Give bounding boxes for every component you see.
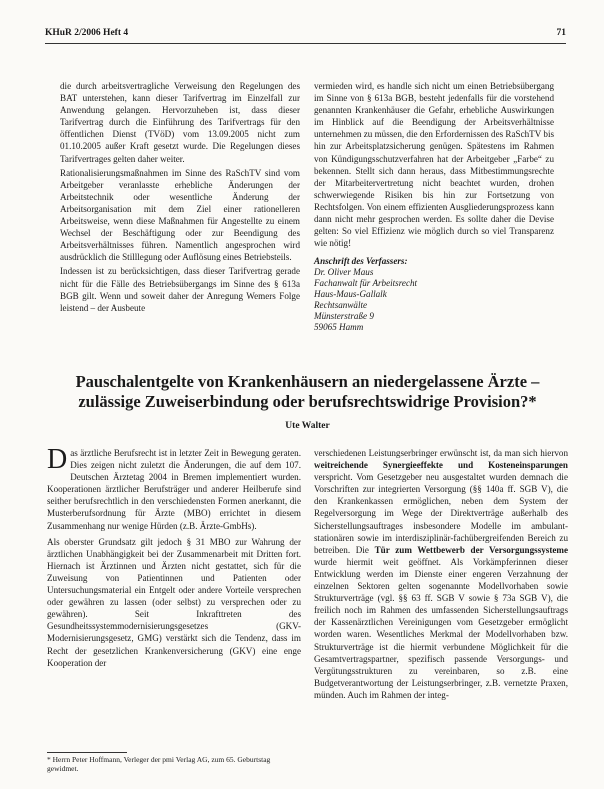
address-line: Fachanwalt für Arbeitsrecht (314, 278, 418, 289)
column-1 (60, 80, 300, 316)
column-3 (47, 444, 301, 671)
column-4 (314, 447, 568, 703)
address-line: Münsterstraße 9 (314, 311, 374, 322)
address-label: Anschrift des Verfassers: (314, 256, 408, 267)
column-2 (314, 80, 554, 333)
address-line: Rechtsanwälte (314, 300, 368, 311)
paragraph (314, 447, 568, 701)
article-title: Pauschalentgelte von Krankenhäusern an niedergelassene Ärzte – zulässige Zuweiserbindung oder berufsrechtswidrige Provision?* (75, 372, 540, 411)
text-run: verspricht. Vom Gesetzgeber neu ausgestaltet wurden demnach die Vorschriften zur integrierten Versorgung (§§ 140a ff. SGB V), die den Krankenkassen ermöglichen, neben dem System der Regelversorgung im Wege der Direktverträge außerhalb des Sicherstellungsauftrages insbesondere Modelle im ambulant-stationären sowie im interdisziplinär-fachübergreifenden Bereich zu betreiben. Die (314, 472, 568, 555)
paragraph: Rationalisierungsmaßnahmen im Sinne des RaSchTV sind vom Arbeitgeber veranlasste erhebliche Änderungen der Arbeitstechnik oder wesentliche Änderung der Arbeitsorganisation mit dem Ziel einer rationelleren Arbeitsweise, wenn diese Maßnahmen für Angestellte zu einem Wechsel der Beschäftigung oder zur Beendigung des Arbeitsverhältnisses führen. Namentlich angesprochen wird ausdrücklich die Stilllegung oder Auflösung eines Betriebsteils. (60, 167, 300, 263)
address-line: Dr. Oliver Maus (314, 267, 374, 278)
paragraph: Indessen ist zu berücksichtigen, dass dieser Tarifvertrag gerade nicht für die Fälle des Betriebsübergangs im Sinne des § 613a BGB gilt. Wenn und soweit daher der Anregung Wemers Folge leistend – der Ausbeute (60, 266, 300, 313)
article-author: Ute Walter (285, 421, 330, 431)
footnote-rule (47, 752, 127, 753)
author-address (314, 255, 554, 333)
text-run: wurde hiermit weit geöffnet. Als Vorkämpferinnen dieser Entwicklung werden im Dienste einer engeren Verzahnung der einzelnen Sektoren gelten sogenannte Modellvorhaben sowie Strukturverträge (vgl. §§ 63 ff. SGB V sowie § 73a SGB V), die freilich noch im Rahmen des umfassenden Sicherstellungsauftrags der Kassenärztlichen Vereinigungen vom Gesetzgeber ermöglicht worden waren. Wesentliches Merkmal der Modellvorhaben bzw. Strukturverträge ist die hiermit verbundene Möglichkeit für die Gesamtvertragspartner, spezifisch passende Versorgungs- und Vergütungsstrukturen zu vereinbaren, so z.B. eine Budgetverantwortung der Leistungserbringer, z.B. vernetzte Praxen, münden. Auch im Rahmen der integ- (314, 556, 568, 700)
footnote: * Herrn Peter Hoffmann, Verleger der pmi Verlag AG, zum 65. Geburtstag gewidmet. (47, 755, 271, 773)
emphasis: weitreichende Synergieeffekte und Kosteneinsparungen (314, 460, 568, 471)
page-number: 71 (556, 28, 566, 38)
text-run: verschiedenen Leistungserbringer erwünscht ist, da man sich hiervon (314, 448, 568, 458)
paragraph-text: as ärztliche Berufsrecht ist in letzter Zeit in Bewegung geraten. Dies zeigen nicht zuletzt die Änderungen, die auf dem 107. Deutschen Ärztetag 2004 in Bremen implementiert wurden. Kooperationen ärztlicher Berufsträger und anderer Heilberufe sind seither berufsrechtlich in den verschiedensten Formen anerkannt, die Musterberufsordnung für Ärzte (MBO) errichtet in diesem Zusammenhang nur wenige Hürden (z.B. Ärzte-GmbHs). (47, 448, 301, 531)
emphasis: Tür zum Wettbewerb der Versorgungssysteme (374, 544, 568, 555)
paragraph: die durch arbeitsvertragliche Verweisung den Regelungen des BAT unterstehen, kann dieser Tarifvertrag im Einzelfall zur Anwendung gelangen. Hervorzuheben ist, dass dieser Tarifvertrag durch die Einführung des Tarifvertrags für den öffentlichen Dienst (TVöD) vom 13.09.2005 nicht zum 01.10.2005 außer Kraft gesetzt wurde. Die Regelungen dieses Tarifvertrages gelten daher weiter. (60, 81, 300, 164)
header-rule (45, 43, 566, 44)
paragraph: vermieden wird, es handle sich nicht um einen Betriebsübergang im Sinne von § 613a BGB, besteht jedenfalls für die vorstehend genannten Krankenhäuser die Gefahr, erhebliche Auswirkungen im Hinblick auf die Beendigung der Arbeitsverhältnisse unternehmen zu müssen, die den Erfordernissen des RaSchTV bis hin zur Arbeitsplatzsicherung genügen. Spätestens im Rahmen von Kündigungsschutzverfahren hat der Arbeitgeber „Farbe“ zu bekennen. Stellt sich dann heraus, dass Mitbestimmungsrechte der Mitarbeitervertretung nicht beachtet wurden, drohen schwerwiegende Risiken bis hin zur Fortsetzung von Rechtsfolgen. Von einem effizienten Ausgliederungsprozess kann dann nicht mehr gesprochen werden. Es sollte daher die Devise gelten: So viel Effizienz wie möglich durch so viel Transparenz wie nötig! (314, 81, 555, 249)
paragraph: Als oberster Grundsatz gilt jedoch § 31 MBO zur Wahrung der ärztlichen Unabhängigkeit bei der Zusammenarbeit mit Dritten fort. Hiernach ist Ärztinnen und Ärzten nicht gestattet, sich für die Zuweisung von Patientinnen und Patienten oder Untersuchungsmaterial ein Entgelt oder andere Vorteile versprechen oder gewähren zu lassen (oder selbst) zu versprechen oder zu gewähren). Seit Inkrafttreten des Gesundheitssystemmodernisierungsgesetzes (GKV-Modernisierungsgesetz, GMG) verstärkt sich die Tendenz, dass im Recht der gesetzlichen Krankenversicherung (GKV) eine enge Kooperation der (47, 536, 301, 668)
address-line: Haus-Maus-Gallalk (314, 289, 387, 300)
address-line: 59065 Hamm (314, 322, 364, 333)
drop-cap: D (47, 444, 68, 475)
journal-name: KHuR 2/2006 Heft 4 (45, 28, 129, 38)
paragraph (47, 444, 301, 532)
